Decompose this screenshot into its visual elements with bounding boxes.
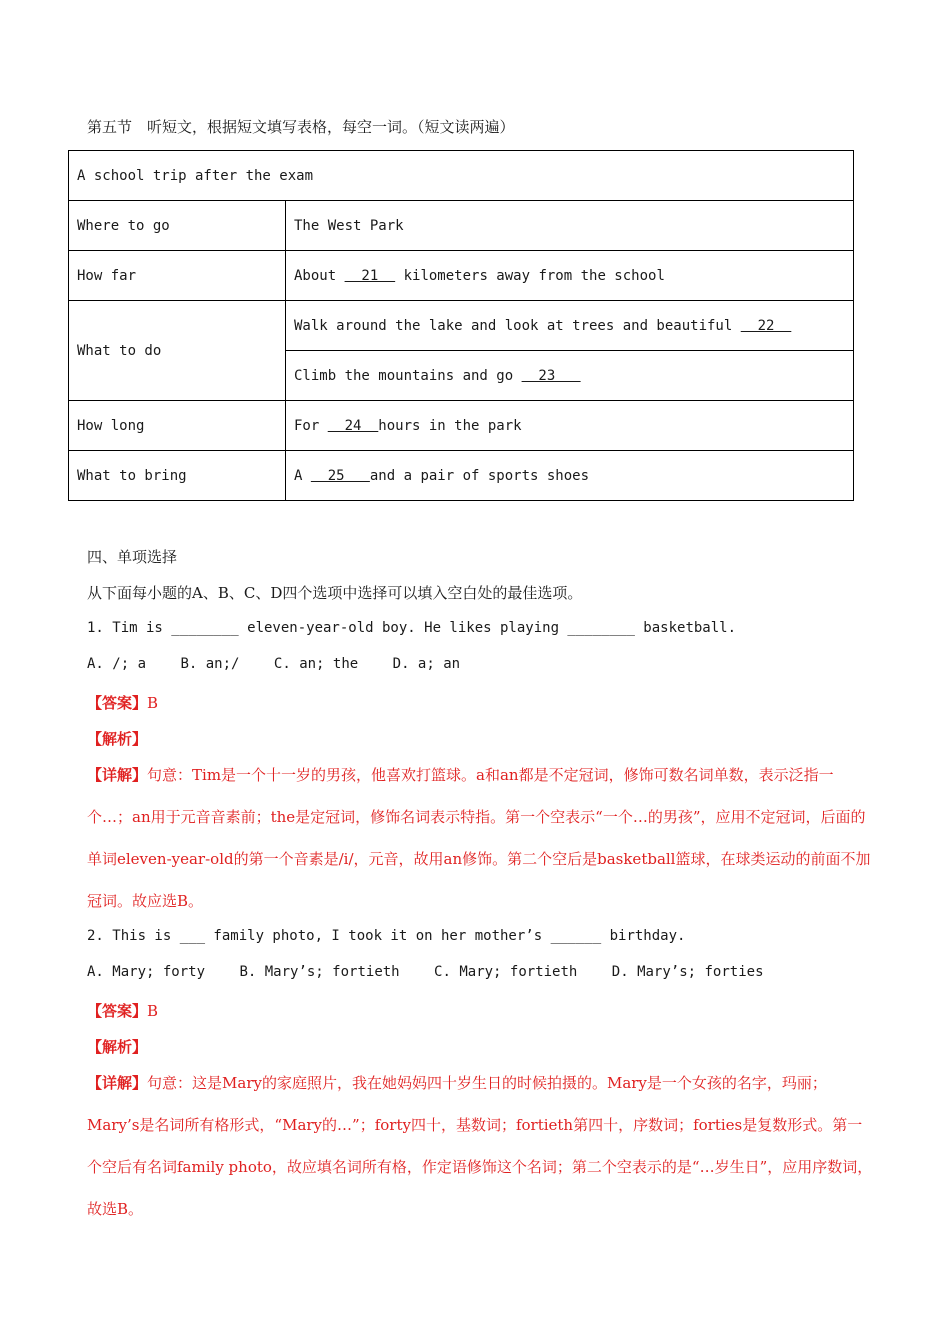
row-value — [286, 251, 854, 301]
value-text: For — [294, 417, 328, 434]
detail-text: 句意：这是Mary的家庭照片，我在她妈妈四十岁生日的时候拍摄的。Mary是一个女孩的名字，玛丽；Mary’s是名词所有格形式，“Mary的…”；forty四十，基数词；fortieth第四十，序数词；forties是复数形式。第一个空后有名词family photo，故应填名词所有格，作定语修饰这个名词；第二个空表示的是“…岁生日”，应用序数词，故选B。 — [87, 1074, 873, 1218]
blank-23: 23 — [521, 367, 581, 384]
detail-tag: 【详解】 — [87, 1074, 148, 1092]
row-value — [286, 401, 854, 451]
q1-analysis-tag: 【解析】 — [87, 730, 148, 748]
value-text: and a pair of sports shoes — [369, 467, 590, 484]
answer-tag: 【答案】 — [87, 694, 148, 712]
value-text: hours in the park — [378, 417, 522, 434]
value-text: Walk around the lake and look at trees and beautiful — [294, 317, 741, 334]
option-d: D. a; an — [392, 656, 461, 672]
answer-tag: 【答案】 — [87, 1002, 148, 1020]
option-c: C. an; the — [273, 656, 359, 672]
detail-text: 句意：Tim是一个十一岁的男孩，他喜欢打篮球。a和an都是不定冠词，修饰可数名词单数，表示泛指一个…；an用于元音音素前；the是定冠词，修饰名词表示特指。第一个空表示“一个…的男孩”，应用不定冠词，后面的单词eleven-year-old的第一个音素是/i/，元音，故用an修饰。第二个空后是basketball篮球，在球类运动的前面不加冠词。故应选B。 — [87, 766, 871, 910]
table-row — [69, 201, 854, 251]
table-row — [69, 151, 854, 201]
q1-options — [87, 656, 460, 672]
q2-analysis-tag: 【解析】 — [87, 1038, 148, 1056]
row-label: What to do — [69, 301, 286, 401]
answer-value: B — [147, 694, 159, 712]
q2-answer — [87, 1000, 158, 1021]
q1-stem: 1. Tim is ________ eleven-year-old boy. He likes playing ________ basketball. — [87, 620, 737, 636]
blank-24: 24 — [327, 417, 379, 434]
blank-22: 22 — [740, 317, 792, 334]
row-label: What to bring — [69, 451, 286, 501]
table-row — [69, 301, 854, 351]
value-text: Climb the mountains and go — [294, 367, 522, 384]
table-row — [69, 401, 854, 451]
value-text: A — [294, 467, 311, 484]
table-row — [69, 251, 854, 301]
row-value: The West Park — [286, 201, 854, 251]
option-b: B. an;/ — [180, 656, 240, 672]
row-value — [286, 451, 854, 501]
detail-tag: 【详解】 — [87, 766, 148, 784]
option-b: B. Mary’s; fortieth — [239, 964, 400, 980]
value-text: kilometers away from the school — [395, 267, 665, 284]
option-a: A. Mary; forty — [87, 964, 206, 980]
option-c: C. Mary; fortieth — [434, 964, 578, 980]
answer-value: B — [147, 1002, 159, 1020]
q1-detail — [87, 754, 877, 922]
blank-21: 21 — [344, 267, 396, 284]
option-d: D. Mary’s; forties — [611, 964, 764, 980]
section5-title: 第五节 听短文，根据短文填写表格，每空一词。（短文读两遍） — [87, 118, 515, 136]
q2-options — [87, 964, 764, 980]
row-label: Where to go — [69, 201, 286, 251]
row-label: How long — [69, 401, 286, 451]
row-label: How far — [69, 251, 286, 301]
q1-answer — [87, 692, 158, 713]
table-row — [69, 451, 854, 501]
instructions: 从下面每小题的A、B、C、D四个选项中选择可以填入空白处的最佳选项。 — [87, 584, 583, 602]
row-value — [286, 351, 854, 401]
row-value — [286, 301, 854, 351]
blank-25: 25 — [310, 467, 370, 484]
section4-title: 四、单项选择 — [87, 548, 178, 566]
table-header: A school trip after the exam — [69, 151, 854, 201]
value-text: About — [294, 267, 345, 284]
q2-detail — [87, 1062, 877, 1230]
listening-table — [68, 150, 854, 501]
q2-stem: 2. This is ___ family photo, I took it on her mother’s ______ birthday. — [87, 928, 686, 944]
option-a: A. /; a — [87, 656, 147, 672]
